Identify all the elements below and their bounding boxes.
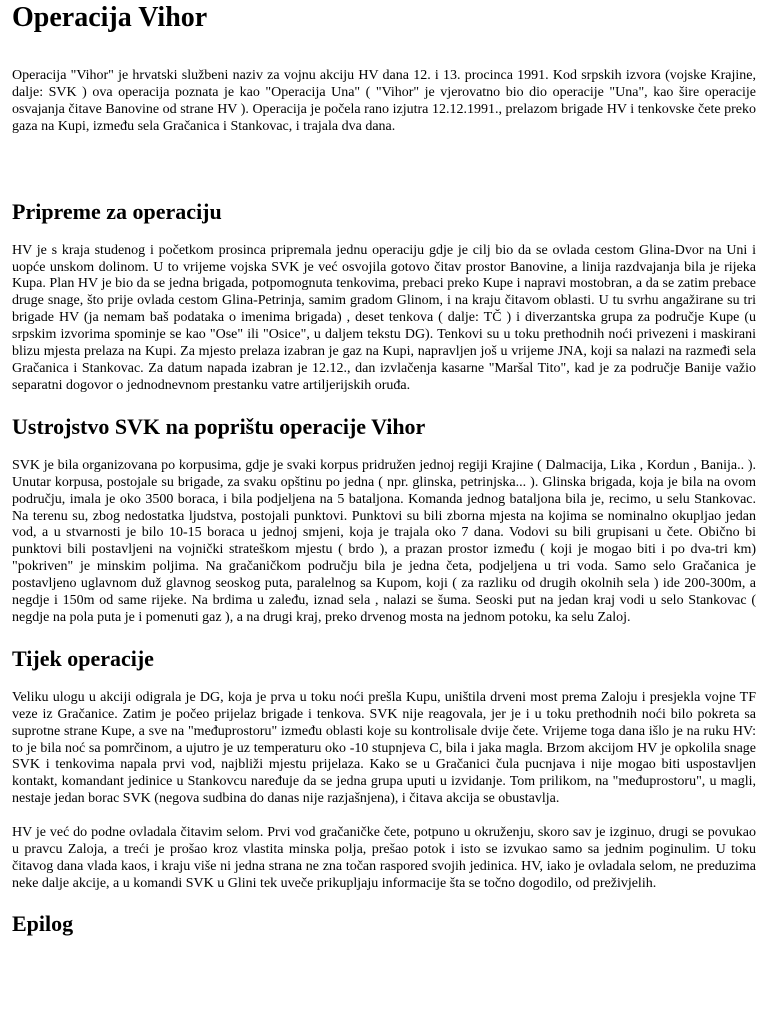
intro-paragraph: Operacija "Vihor" je hrvatski službeni naziv za vojnu akciju HV dana 12. i 13. procinca 1991. Kod srpskih izvora (vojske Krajine, dalje: SVK ) ova operacija poznata je kao "Operacija Una" ( "Vihor" je vjerovatno bio dio operacije "Una", kao šire operacije osvajanja čitave Banovine od strane HV ). Operacija je počela rano izjutra 12.12.1991., prelazom brigade HV i tenkovske čete preko gaza na Kupi, između sela Gračanica i Stankovac, i trajala dva dana. xyxy=(12,68,756,134)
section-paragraph: HV je već do podne ovladala čitavim selom. Prvi vod gračaničke čete, potpuno u okruženju, skoro sav je izginuo, drugi se povukao u pravcu Zaloja, a treći je prošao kroz vlastita minska polja, prešao potok i isto se izvukao samo sa jednim poginulim. U toku čitavog dana vlada kaos, i kraju više ni jedna strana ne zna točan raspored svojih jedinica. HV, iako je ovladala selom, ne preduzima neke dalje akcije, a u komandi SVK u Glini tek uveče prikupljaju informacije šta se točno dogodilo, od preživjelih. xyxy=(12,825,756,891)
section-paragraph: Veliku ulogu u akciji odigrala je DG, koja je prva u toku noći prešla Kupu, uništila drveni most prema Zaloju i presjekla vojne TF veze iz Gračanice. Zatim je počeo prijelaz brigade i tenkova. SVK nije reagovala, jer je i u toku prethodnih noći bilo pokreta sa suprotne strane Kupe, a sve na "međuprostoru" između oblasti koje su kontrolisale dvije čete. Vrijeme toga dana išlo je na ruku HV: to je bila noć sa pomrčinom, a ujutro je uz temperaturu oko -10 stupnjeva C, bila i jaka magla. Brzom akcijom HV je opkolila snage SVK i tenkovima napala prvi vod, najbliži mjestu prijelaza. Kako se u Gračanici čula pucnjava i nije mogao biti uspostavljen kontakt, komandant jedinice u Stankovcu naređuje da se jedna grupa uputi u izvidanje. Tom prilikom, na "međuprostoru", u magli, nestaje jedan borac SVK (negova sudbina do danas nije razjašnjena), i čitava akcija se obustavlja. xyxy=(12,689,756,807)
section-heading-ustrojstvo: Ustrojstvo SVK na poprištu operacije Vihor xyxy=(12,413,426,439)
section-heading-tijek: Tijek operacije xyxy=(12,645,154,671)
section-heading-pripreme: Pripreme za operaciju xyxy=(12,198,222,224)
section-paragraph: HV je s kraja studenog i početkom prosinca pripremala jednu operaciju gdje je cilj bio da se ovlada cestom Glina-Dvor na Uni i uopće unskom dolinom. U to vrijeme vojska SVK je već osvojila gotovo čitav prostor Banovine, a linija razdvajanja bila je rijeka Kupa. Plan HV je bio da se jedna brigada, potpomognuta tenkovima, prebaci preko Kupe i napravi mostobran, a da se zatim prebace druge snage, što prije ovlada cestom Glina-Petrinja, samim gradom Glinom, i na kraju čitavom oblasti. U tu svrhu angažirane su tri brigade HV (ja nemam baš podataka o imenima brigada) , deset tenkova ( dalje: TČ ) i diverzantska grupa za područje Kupe (u srpskim izvorima spominje se kao "Ose" ili "Osice", u daljem tekstu DG). Tenkovi su u toku prethodnih noći privezeni i maskirani blizu mjesta prelaza na Kupi. Za mjesto prelaza izabran je gaz na Kupi, napravljen još u vrijeme JNA, koji sa nalazi na razmeđi sela Gračanica i Stankovac. Za datum napada izabran je 12.12., dan izvlačenja kasarne "Maršal Tito", kad je za područje Banije važio separatni dogovor o jednodnevnom prestanku vatre artiljerijskih oruđa. xyxy=(12,242,756,393)
section-paragraph: SVK je bila organizovana po korpusima, gdje je svaki korpus pridružen jednoj regiji Krajine ( Dalmacija, Lika , Kordun , Banija.. ). Unutar korpusa, postojale su brigade, za svaku opštinu po jedna ( npr. glinska, petrinjska... ). Glinska brigada, koja je bila na ovom području, imala je oko 3500 boraca, i bila podjeljena na 5 bataljona. Komanda jednog bataljona bila je, recimo, u selu Stankovac. Na terenu su, zbog nedostatka ljudstva, postojali punktovi. Punktovi su bili zborna mjesta na kojima se nominalno okupljao jedan vod, a u stvarnosti je bilo 10-15 boraca u jednoj smjeni, koja je trajala oko 7 dana. Vodovi su bili grupisani u čete. Obično bi punktovi bili postavljeni na vojnički strateškom mjestu ( brdo ), a prazan prostor između ( koji je mogao biti i po dva-tri km) "pokriven" je minskim poljima. Na gračaničkom području bila je jedna četa, podjeljena u tri voda. Samo selo Gračanica je postavljeno uglavnom duž glavnog seoskog puta, paralelnog sa Kupom, koji ( za razliku od drugih okolnih sela ) ide 200-300m, a negdje i 150m od same rijeke. Na brdima u zaleđu, iznad sela , nalazi se šuma. Seoski put na jedan kraj vodi u selo Stankovac ( negdje na pola puta je i pomenuti gaz ), a na drugi kraj, preko drvenog mosta na jednom potoku, ka selu Zaloj. xyxy=(12,457,756,625)
page-title: Operacija Vihor xyxy=(12,2,208,33)
section-heading-epilog: Epilog xyxy=(12,910,74,936)
